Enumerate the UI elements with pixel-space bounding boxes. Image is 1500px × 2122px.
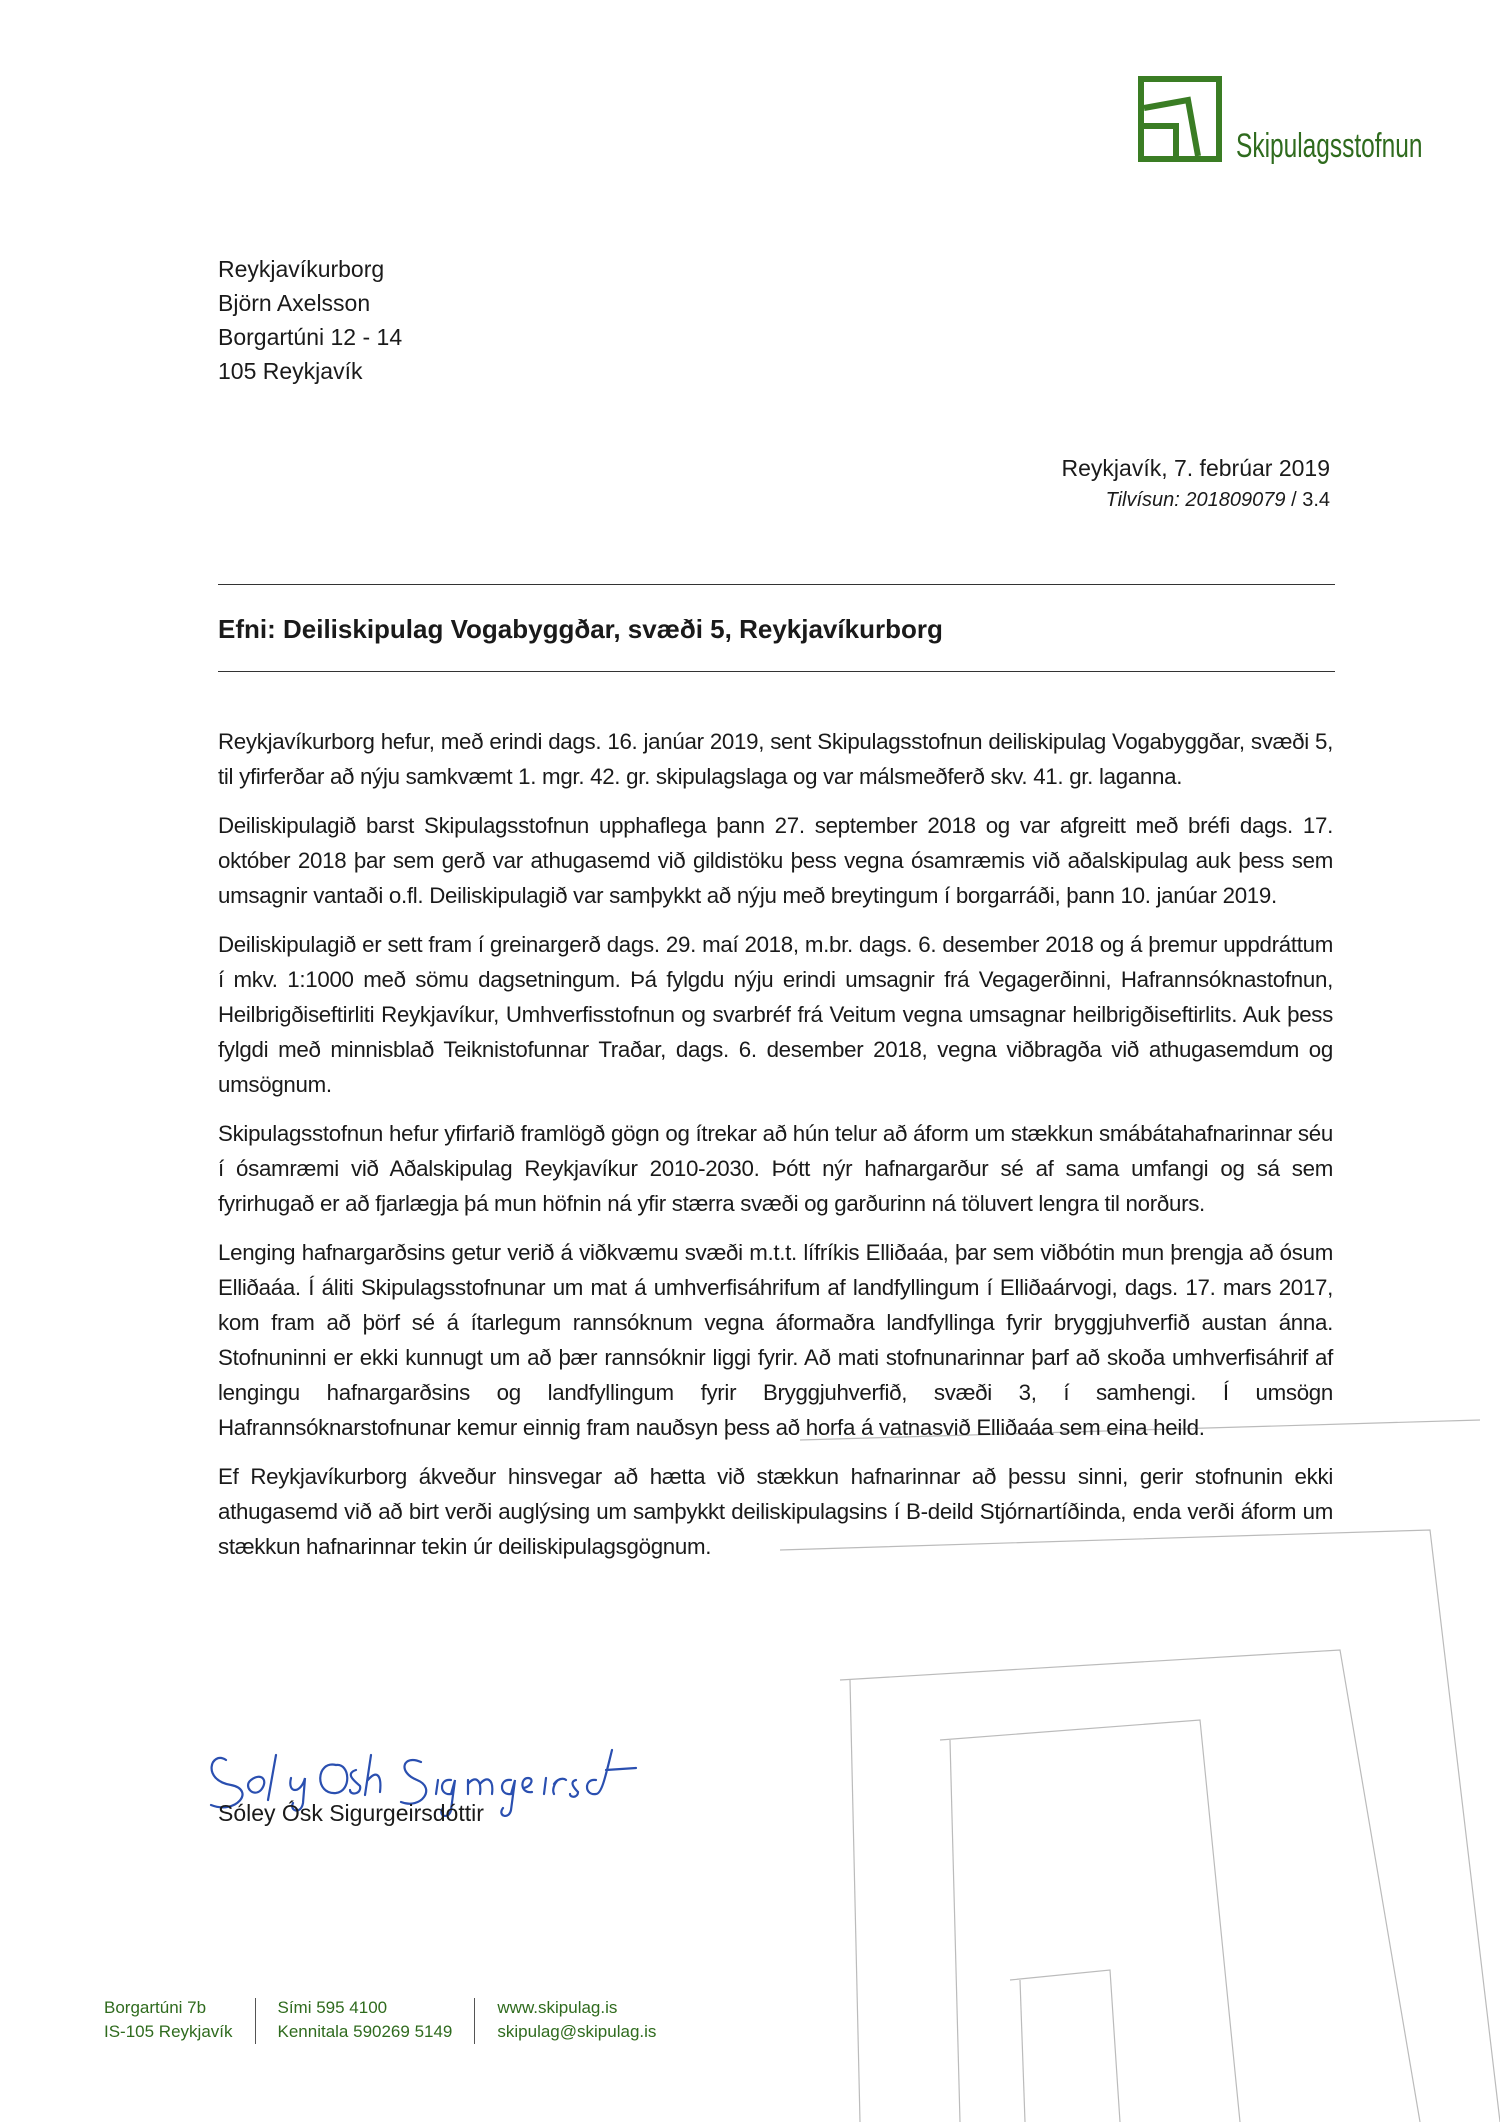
- footer-address: [104, 1996, 255, 2044]
- logo-mark-icon: [1138, 76, 1222, 162]
- recipient-line: Borgartúni 12 - 14: [218, 324, 403, 350]
- paragraph: Deiliskipulagið barst Skipulagsstofnun upphaflega þann 27. september 2018 og var afgreitt með bréfi dags. 17. október 2018 þar sem gerð var athugasemd við gildistöku þess vegna ósamræmis við aðalskipulag auk þess sem umsagnir vantaði o.fl. Deiliskipulagið var samþykkt að nýju með breytingum í borgarráði, þann 10. janúar 2019.: [218, 813, 1333, 908]
- footer-address-line: IS-105 Reykjavík: [104, 2022, 233, 2041]
- letterhead-footer: [104, 1996, 678, 2044]
- footer-phone: Sími 595 4100: [277, 1998, 388, 2017]
- paragraph: Deiliskipulagið er sett fram í greinargerð dags. 29. maí 2018, m.br. dags. 6. desember 2018 og á þremur uppdráttum í mkv. 1:1000 með sömu dagsetningum. Þá fylgdu nýju erindi umsagnir frá Vegagerðinni, Hafrannsóknastofnun, Heilbrigðiseftirliti Reykjavíkur, Umhverfisstofnun og svarbréf frá Veitum vegna umsagnar heilbrigðiseftirlits. Auk þess fylgdi með minnisblað Teiknistofunnar Traðar, dags. 6. desember 2018, vegna viðbragða við athugasemdum og umsögnum.: [218, 932, 1333, 1097]
- logo-text: Skipulagsstofnun: [1236, 127, 1423, 165]
- subject-heading: Efni: Deiliskipulag Vogabyggðar, svæði 5, Reykjavíkurborg: [218, 614, 943, 644]
- footer-email-link[interactable]: skipulag@skipulag.is: [497, 2022, 657, 2041]
- skipulagsstofnun-logo: [1138, 76, 1495, 165]
- reference-suffix: / 3.4: [1291, 489, 1330, 511]
- letter-body: [218, 724, 1333, 1578]
- footer-website-link[interactable]: www.skipulag.is: [497, 1998, 618, 2017]
- divider-top: [218, 584, 1335, 585]
- recipient-address: [218, 252, 402, 388]
- recipient-line: 105 Reykjavík: [218, 358, 363, 384]
- recipient-line: Björn Axelsson: [218, 290, 371, 316]
- footer-kennitala: Kennitala 590269 5149: [277, 2022, 453, 2041]
- footer-web: [475, 1996, 678, 2044]
- footer-contact: [256, 1996, 475, 2044]
- date-block: [1062, 452, 1330, 516]
- recipient-line: Reykjavíkurborg: [218, 256, 385, 282]
- signer-name: Sóley Ósk Sigurgeirsdóttir: [218, 1800, 484, 1826]
- paragraph: Ef Reykjavíkurborg ákveður hinsvegar að hætta við stækkun hafnarinnar að þessu sinni, gerir stofnunin ekki athugasemd við að birt verði auglýsing um samþykkt deiliskipulagsins í B-deild Stjórnartíðinda, enda verði áform um stækkun hafnarinnar tekin úr deiliskipulagsgögnum.: [218, 1464, 1333, 1559]
- footer-address-line: Borgartúni 7b: [104, 1998, 207, 2017]
- paragraph: Lenging hafnargarðsins getur verið á viðkvæmu svæði m.t.t. lífríkis Elliðaáa, þar sem viðbótin mun þrengja að ósum Elliðaáa. Í áliti Skipulagsstofnunar um mat á umhverfisáhrifum af landfyllingum í Elliðaárvogi, dags. 17. mars 2017, kom fram að þörf sé á ítarlegum rannsóknum vegna áformaðra landfyllinga fyrir bryggjuhverfið austan ánna. Stofnuninni er ekki kunnugt um að þær rannsóknir liggi fyrir. Að mati stofnunarinnar þarf að skoða umhverfisáhrif af lengingu hafnargarðsins og landfyllingum fyrir Bryggjuhverfið, svæði 3, í samhengi. Í umsögn Hafrannsóknarstofnunar kemur einnig fram nauðsyn þess að horfa á vatnasvið Elliðaáa sem eina heild.: [218, 1240, 1333, 1440]
- paragraph: Skipulagsstofnun hefur yfirfarið framlögð gögn og ítrekar að hún telur að áform um stækkun smábátahafnarinnar séu í ósamræmi við Aðalskipulag Reykjavíkur 2010-2030. Þótt nýr hafnargarður sé af sama umfangi og sá sem fyrirhugað er að fjarlægja þá mun höfnin ná yfir stærra svæði og garðurinn ná töluvert lengra til norðurs.: [218, 1121, 1333, 1216]
- reference-label: Tilvísun: 201809079: [1105, 489, 1286, 511]
- divider-bottom: [218, 671, 1335, 672]
- date-line: Reykjavík, 7. febrúar 2019: [1061, 455, 1330, 481]
- paragraph: Reykjavíkurborg hefur, með erindi dags. 16. janúar 2019, sent Skipulagsstofnun deiliskipulag Vogabyggðar, svæði 5, til yfirferðar að nýju samkvæmt 1. mgr. 42. gr. skipulagslaga og var málsmeðferð skv. 41. gr. laganna.: [218, 729, 1333, 789]
- reference-number: [1062, 484, 1330, 516]
